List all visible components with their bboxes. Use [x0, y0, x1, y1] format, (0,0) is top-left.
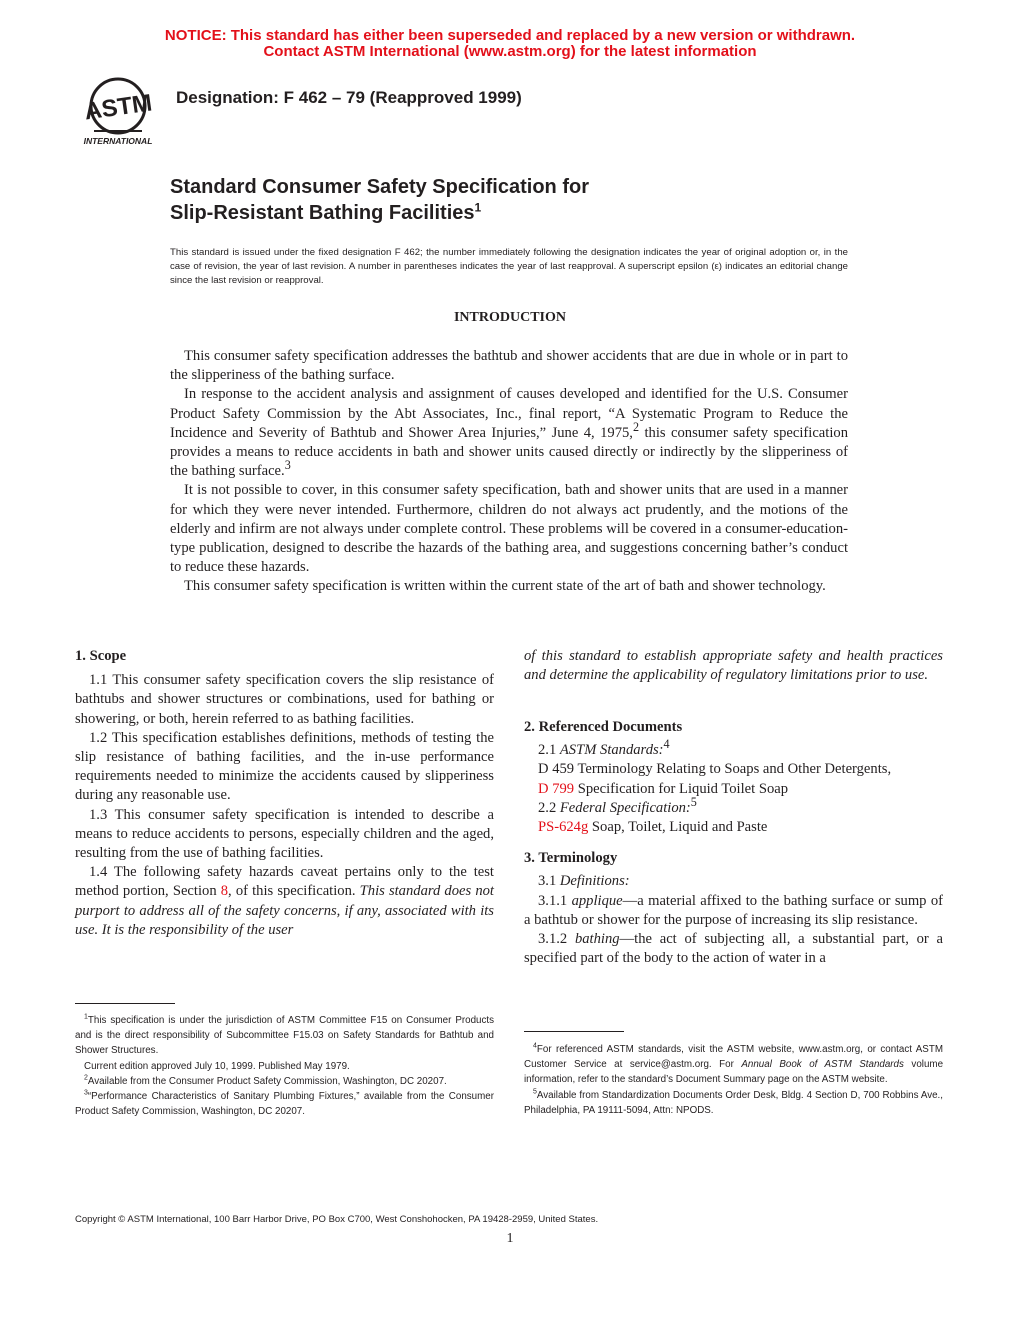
footnote-ref-3[interactable]: 3 [284, 458, 291, 473]
designation: Designation: F 462 – 79 (Reapproved 1999) [176, 88, 522, 107]
section-8-link[interactable]: 8 [220, 883, 229, 900]
ref-d799: D 799 Specification for Liquid Toilet Soap [538, 780, 789, 797]
scope-continuation [524, 647, 943, 710]
section-1-3: 1.3 This consumer safety specification is intended to describe a means to reduce accidents to persons, especially children and the aged, resulting from the use of bathing facilities. [75, 806, 494, 862]
referenced-documents-heading: 2. Referenced Documents [524, 719, 683, 735]
introduction-body [170, 347, 848, 597]
title-line-1: Standard Consumer Safety Specification for [170, 176, 589, 198]
ps624g-link[interactable]: PS-624g [538, 819, 589, 836]
section-3-1-1: 3.1.1 applique—a material affixed to the bathing surface or sump of a bathtub or shower for the purpose of increasing its slip resistance. [524, 892, 944, 928]
d799-link[interactable]: D 799 [538, 780, 575, 797]
footnotes-right [524, 1042, 943, 1118]
section-2-2: 2.2 Federal Specification:$^5$ [538, 794, 697, 816]
astm-logo [74, 74, 162, 148]
document-title [170, 174, 589, 226]
intro-paragraph-3: It is not possible to cover, in this consumer safety specification, bath and shower units that are used in a manner for which they were never intended. Furthermore, children do not always act prudently, and the motions of the elderly and infirm are not always under complete control. These problems will be covered in a consumer-education-type publication, designed to describe the hazards of the bathing area, and suggestions concerning bather’s conduct to reduce these hazards. [170, 482, 848, 576]
footnote-1-edition: Current edition approved July 10, 1999. Published May 1979. [84, 1060, 350, 1072]
section-1-4: 1.4 The following safety hazards caveat pertains only to the test method portion, Section 8, of this specification. This standard does not purport to address all of the safety concerns, if any, associated with its use. It is the responsibility of the user [75, 864, 494, 938]
safety-caveat: This standard does not purport to address all of the safety concerns, if any, associated with its use. It is the responsibility of the user [75, 883, 494, 938]
footnote-3: $^3$“Performance Characteristics of Sanitary Plumbing Fixtures,” available from the Consumer Product Safety Commission, Washington, DC 20207. [75, 1089, 494, 1118]
left-column [75, 647, 494, 940]
footnote-ref-4[interactable]: 4 [663, 737, 670, 752]
copyright: Copyright © ASTM International, 100 Barr Harbor Drive, PO Box C700, West Conshohocken, PA 19428-2959, United States. [75, 1214, 599, 1225]
intro-paragraph-2: In response to the accident analysis and assignment of causes developed and identified for the U.S. Consumer Product Safety Commission by the Abt Associates, Inc., final report, “A Systematic Program to Reduce the Incidence and Severity of Bathtub and Shower Area Injuries,” June 4, 1975,$^2$ this consumer safety specification provides a means to reduce accidents in bath and shower units caused directly or indirectly by the slipperiness of the bathing surface.$^3$ [170, 386, 848, 480]
ref-ps624g: PS-624g Soap, Toilet, Liquid and Paste [538, 819, 768, 836]
footnote-ref-2[interactable]: 2 [632, 419, 640, 434]
section-1-1: 1.1 This consumer safety specification covers the slip resistance of bathtubs and shower structures or combinations, used for bathing or showering, or both, herein referred to as bathing facilities. [75, 672, 494, 727]
terminology-heading: 3. Terminology [524, 850, 618, 867]
issued-note: This standard is issued under the fixed designation F 462; the number immediately following the designation indicates the year of original adoption or, in the case of revision, the year of last revision. A number in parentheses indicates the year of last reapproval. A superscript epsilon (ε) indicates an editorial change since the last revision or reapproval. [170, 247, 848, 286]
right-column [524, 647, 943, 968]
notice-line-1: NOTICE: This standard has either been superseded and replaced by a new version or withdrawn. [164, 27, 856, 44]
logo-caption: INTERNATIONAL [83, 136, 153, 146]
notice-line-2: Contact ASTM International (www.astm.org) for the latest information [263, 43, 757, 60]
page-number: 1 [506, 1231, 514, 1246]
section-3-1-2: 3.1.2 bathing—the act of subjecting all, a substantial part, or a specified part of the body to the action of water in a [524, 931, 943, 967]
scope-heading: 1. Scope [75, 648, 127, 664]
logo-letters: ASTM [82, 89, 154, 126]
astm-logo-graphic [74, 74, 162, 148]
intro-paragraph-4: This consumer safety specification is written within the current state of the art of bath and shower technology. [184, 578, 826, 595]
footnote-rule-left [75, 1003, 175, 1004]
footnotes-left [75, 1013, 494, 1119]
footnote-4: $^4$For referenced ASTM standards, visit the ASTM website, www.astm.org, or contact ASTM Customer Service at service@astm.org. For Annual Book of ASTM Standards volume information, refer to the standard’s Document Summary page on the ASTM website. [524, 1042, 944, 1086]
ref-d459: D 459 Terminology Relating to Soaps and Other Detergents, [538, 761, 892, 778]
footnote-5: $^5$Available from Standardization Documents Order Desk, Bldg. 4 Section D, 700 Robbins Ave., Philadelphia, PA 19111-5094, Attn: NPODS. [524, 1088, 943, 1116]
title-footnote-ref[interactable]: 1 [474, 200, 482, 215]
intro-paragraph-1: This consumer safety specification addresses the bathtub and shower accidents that are due in whole or in part to the slipperiness of the bathing surface. [170, 348, 848, 384]
title-line-2: Slip-Resistant Bathing Facilities$^1$ [170, 200, 482, 224]
safety-caveat-continued: of this standard to establish appropriate safety and health practices and determine the applicability of regulatory limitations prior to use. [524, 648, 943, 684]
section-2-1: 2.1 ASTM Standards:$^4$ [538, 737, 670, 759]
section-3-1: 3.1 Definitions: [538, 873, 630, 890]
introduction-heading: INTRODUCTION [453, 310, 566, 325]
footnote-ref-5[interactable]: 5 [690, 794, 697, 809]
section-1-2: 1.2 This specification establishes definitions, methods of testing the slip resistance of bathing facilities, and the in-use performance requirements needed to minimize the accidents caused by slipperiness during any reasonable use. [75, 729, 494, 804]
footnote-1: $^1$This specification is under the jurisdiction of ASTM Committee F15 on Consumer Products and is the direct responsibility of Subcommittee F15.03 on Safety Standards for Bathtub and Shower Structures. [75, 1013, 494, 1057]
footnote-2: $^2$Available from the Consumer Product Safety Commission, Washington, DC 20207. [84, 1074, 447, 1087]
footnote-rule-right [524, 1031, 624, 1032]
